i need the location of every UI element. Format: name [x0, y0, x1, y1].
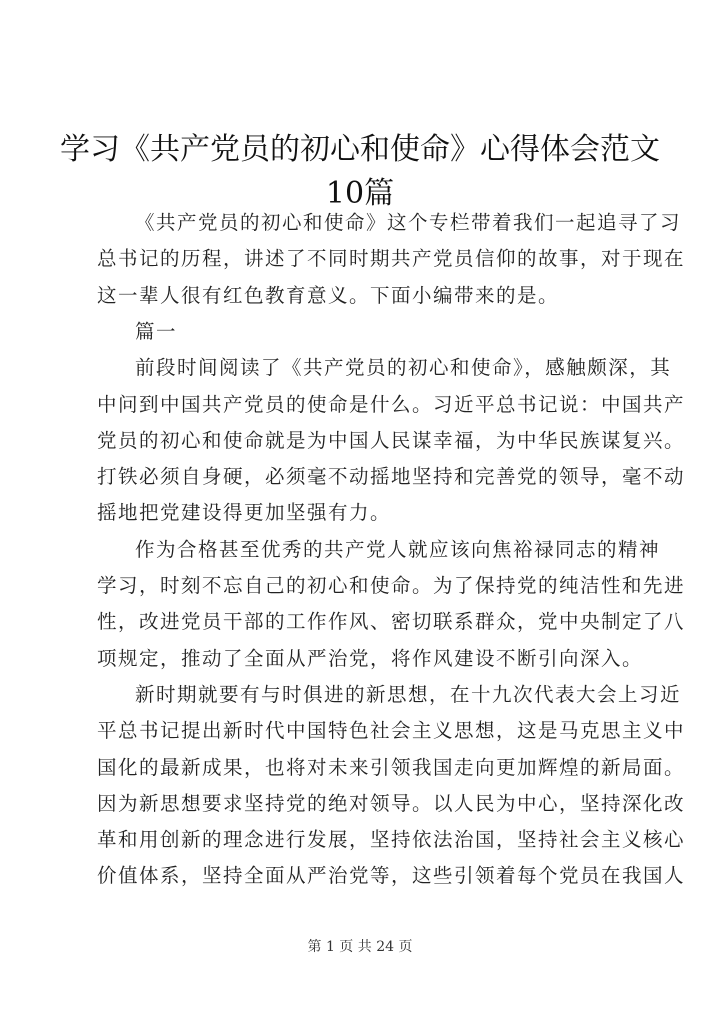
- text-line: 打铁必须自身硬，必须毫不动摇地坚持和完善党的领导，毫不动: [97, 465, 686, 489]
- text-line: 中问到中国共产党员的使命是什么。习近平总书记说：中国共产: [97, 392, 686, 416]
- text-line: 学习，时刻不忘自己的初心和使命。为了保持党的纯洁性和先进: [97, 574, 686, 597]
- text-line: 前段时间阅读了《共产党员的初心和使命》，感触颇深，其: [135, 356, 672, 380]
- text-line: 党员的初心和使命就是为中国人民谋幸福，为中华民族谋复兴。: [97, 428, 686, 452]
- text-line: 总书记的历程，讲述了不同时期共产党员信仰的故事，对于现在: [97, 247, 686, 271]
- page-footer: 第 1 页 共 24 页: [307, 939, 413, 955]
- text-line: 这一辈人很有红色教育意义。下面小编带来的是。: [97, 283, 560, 307]
- text-line: 作为合格甚至优秀的共产党人就应该向焦裕禄同志的精神: [135, 537, 661, 561]
- document-title: [0, 128, 720, 216]
- text-line: 革和用创新的理念进行发展，坚持依法治国，坚持社会主义核心: [97, 828, 686, 852]
- text-line: 项规定，推动了全面从严治党，将作风建设不断引向深入。: [97, 646, 644, 670]
- section-heading: 篇一: [135, 319, 178, 343]
- title-line-2: 10篇: [325, 176, 395, 211]
- text-line: 新时期就要有与时俱进的新思想，在十九次代表大会上习近: [135, 682, 682, 706]
- text-line: 《共产党员的初心和使命》这个专栏带着我们一起追寻了习: [135, 211, 682, 234]
- text-line: 价值体系，坚持全面从严治党等，这些引领着每个党员在我国人: [97, 864, 686, 888]
- title-line-1: 学习《共产党员的初心和使命》心得体会范文: [60, 132, 660, 167]
- text-line: 性，改进党员干部的工作作风、密切联系群众，党中央制定了八: [97, 610, 686, 634]
- text-line: 平总书记提出新时代中国特色社会主义思想，这是马克思主义中: [97, 719, 686, 743]
- text-line: 国化的最新成果，也将对未来引领我国走向更加辉煌的新局面。: [97, 755, 686, 779]
- text-line: 摇地把党建设得更加坚强有力。: [97, 501, 392, 525]
- text-line: 因为新思想要求坚持党的绝对领导。以人民为中心，坚持深化改: [97, 791, 686, 815]
